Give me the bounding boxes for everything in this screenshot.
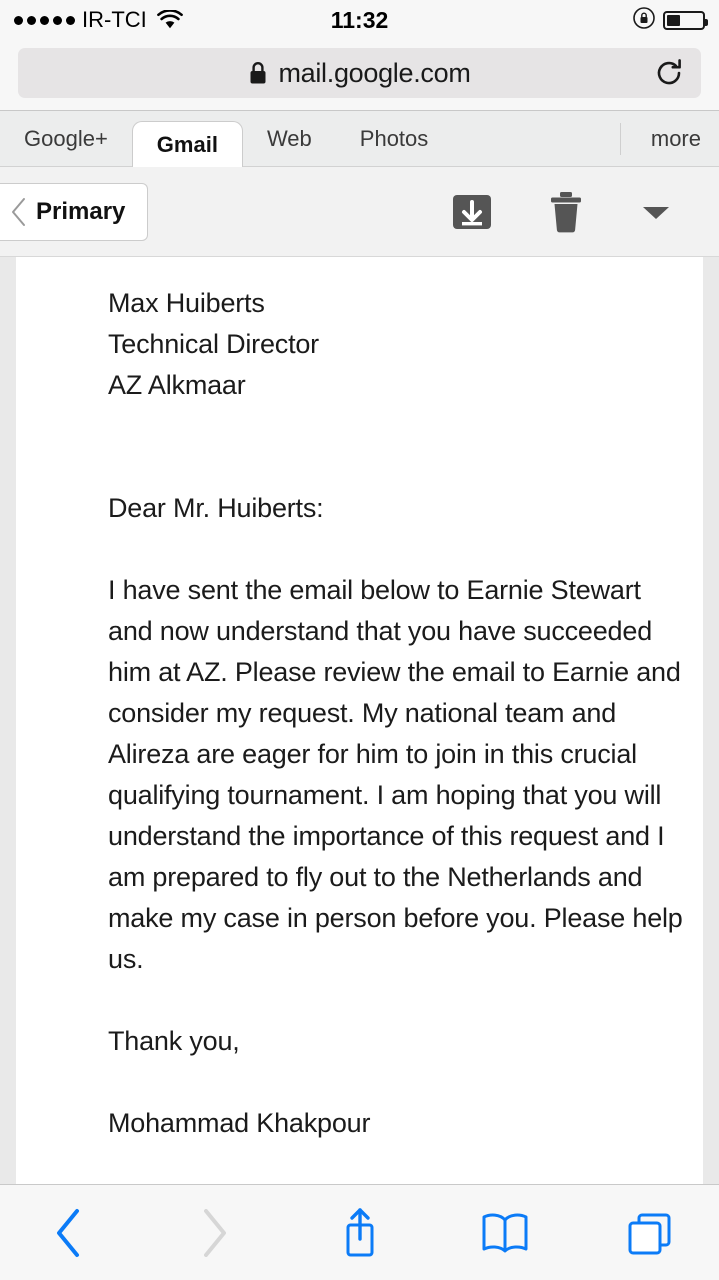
tab-more[interactable]: more — [650, 125, 701, 151]
url-text: mail.google.com — [278, 57, 471, 88]
recipient-name: Max Huiberts — [108, 288, 265, 318]
email-closing: Thank you, — [108, 1026, 240, 1056]
tab-google-plus[interactable]: Google+ — [24, 125, 108, 151]
tab-web[interactable]: Web — [266, 125, 312, 151]
toolbar-actions — [451, 190, 719, 234]
status-bar — [0, 0, 719, 40]
email-body — [16, 283, 703, 1144]
forward-button[interactable] — [179, 1198, 249, 1268]
google-service-nav — [0, 111, 719, 167]
browser-chrome — [0, 40, 719, 111]
wifi-icon — [157, 10, 183, 30]
gmail-toolbar — [0, 167, 719, 257]
recipient-title: Technical Director — [108, 329, 319, 359]
chevron-down-icon[interactable] — [639, 200, 673, 224]
status-right — [633, 7, 705, 34]
address-bar[interactable] — [18, 48, 701, 98]
clock: 11:32 — [330, 6, 389, 33]
browser-bottom-bar — [0, 1184, 719, 1280]
signal-strength-icon — [14, 16, 75, 25]
carrier-label: IR-TCI — [82, 7, 147, 32]
back-button[interactable] — [34, 1198, 104, 1268]
email-salutation: Dear Mr. Huiberts: — [108, 493, 324, 523]
trash-icon[interactable] — [547, 190, 585, 234]
email-scroll-area[interactable] — [0, 257, 719, 1184]
lock-icon — [248, 60, 268, 86]
archive-icon[interactable] — [451, 191, 493, 233]
reload-icon[interactable] — [653, 57, 685, 89]
email-paragraph: I have sent the email below to Earnie Stewart and now understand that you have succeeded him at AZ. Please review the email to Earnie and consider my request. My national team and Alireza are eager for him to join in this crucial qualifying tournament. I am hoping that you will understand the importance of this request and I am prepared to fly out to the Netherlands and make my case in person before you. Please help us. — [108, 575, 683, 974]
rotation-lock-icon — [633, 7, 655, 34]
battery-icon — [663, 11, 705, 30]
share-icon[interactable] — [325, 1198, 395, 1268]
bookmarks-icon[interactable] — [470, 1198, 540, 1268]
chevron-left-icon — [6, 195, 32, 229]
email-sender: Mohammad Khakpour — [108, 1108, 371, 1138]
email-card — [16, 257, 703, 1184]
category-primary-button[interactable] — [0, 183, 148, 241]
tabs-icon[interactable] — [615, 1198, 685, 1268]
nav-divider — [620, 123, 621, 155]
tab-photos[interactable]: Photos — [359, 125, 429, 151]
tab-gmail[interactable]: Gmail — [132, 121, 243, 167]
status-left — [14, 7, 183, 33]
recipient-org: AZ Alkmaar — [108, 370, 246, 400]
category-label: Primary — [36, 197, 126, 225]
